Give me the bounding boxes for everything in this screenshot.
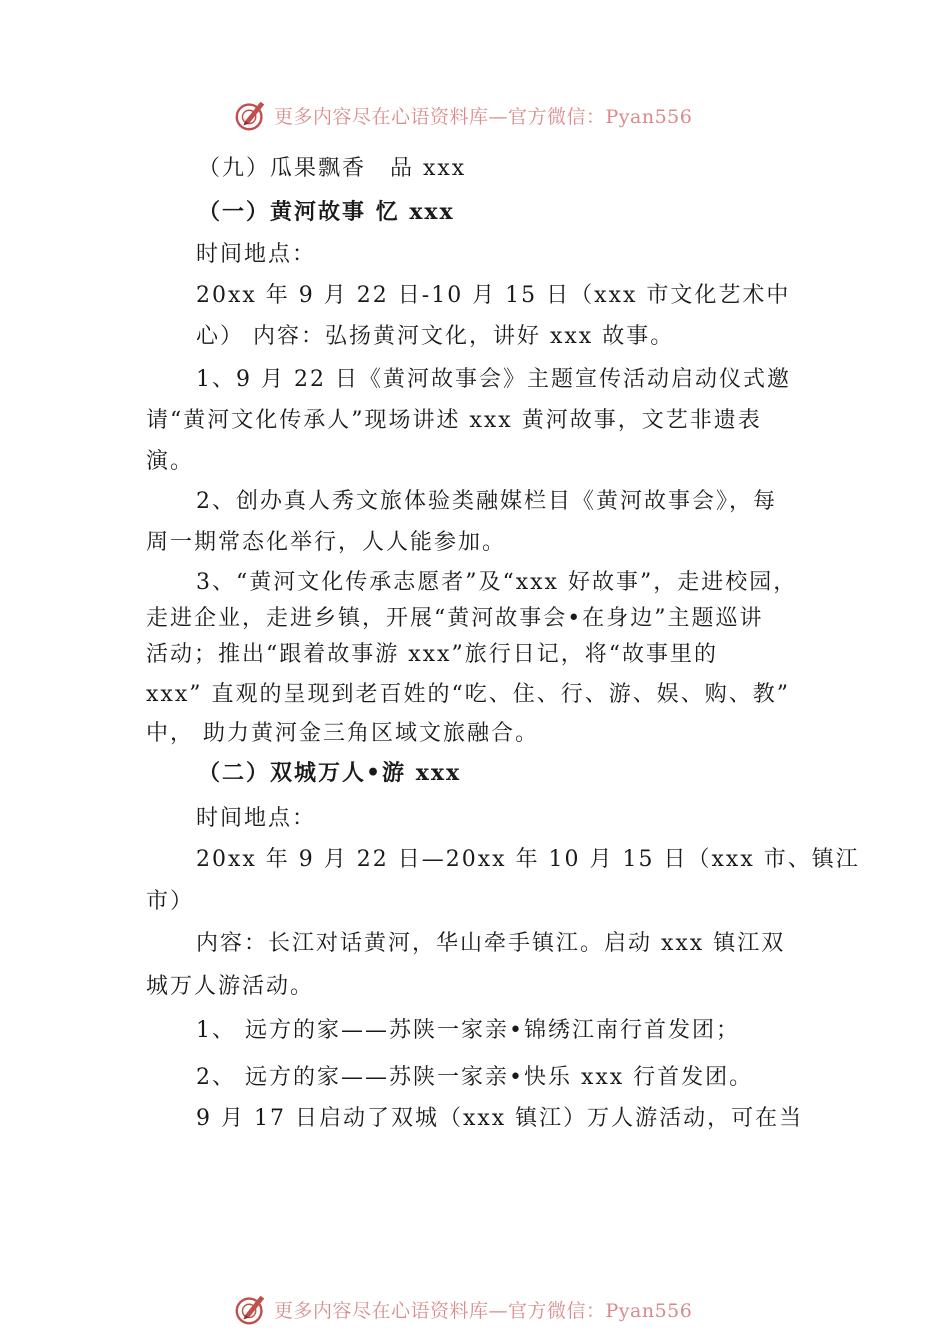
paragraph-line: 市） bbox=[146, 889, 195, 914]
paragraph-line: 活动；推出“跟着故事游 xxx”旅行日记，将“故事里的 bbox=[146, 642, 718, 667]
paragraph-line: 20xx 年 9 月 22 日-10 月 15 日（xxx 市文化艺术中 bbox=[196, 283, 791, 308]
banner-text: 更多内容尽在心语资料库—官方微信：Pyan556 bbox=[274, 1299, 693, 1322]
list-item: 2、 远方的家——苏陕一家亲•快乐 xxx 行首发团。 bbox=[196, 1065, 754, 1090]
paragraph-line: 心） 内容：弘扬黄河文化，讲好 xxx 故事。 bbox=[196, 324, 675, 349]
paragraph-line: xxx” 直观的呈现到老百姓的“吃、住、行、游、娱、购、教” bbox=[146, 682, 790, 707]
paragraph-line: 内容：长江对话黄河，华山牵手镇江。启动 xxx 镇江双 bbox=[196, 931, 786, 956]
paragraph-line: 中， 助力黄河金三角区域文旅融合。 bbox=[146, 721, 539, 746]
paragraph-line: 城万人游活动。 bbox=[146, 974, 315, 999]
paragraph-line: 9 月 17 日启动了双城（xxx 镇江）万人游活动，可在当 bbox=[196, 1106, 804, 1131]
paragraph-line: 20xx 年 9 月 22 日—20xx 年 10 月 15 日（xxx 市、镇江 bbox=[196, 847, 860, 872]
paragraph-line: 时间地点： bbox=[196, 242, 317, 267]
paragraph-line: 时间地点： bbox=[196, 806, 317, 831]
banner-text: 更多内容尽在心语资料库—官方微信：Pyan556 bbox=[274, 105, 693, 128]
paragraph-line: 请“黄河文化传承人”现场讲述 xxx 黄河故事，文艺非遗表 bbox=[146, 408, 762, 433]
paragraph-line: 周一期常态化举行，人人能参加。 bbox=[146, 530, 507, 555]
paragraph-line: 2、创办真人秀文旅体验类融媒栏目《黄河故事会》，每 bbox=[196, 489, 777, 514]
section-heading-nine: （九）瓜果飘香 品 xxx bbox=[198, 156, 467, 181]
paragraph-line: 3、“黄河文化传承志愿者”及“xxx 好故事”，走进校园， bbox=[196, 570, 798, 595]
section-heading-two: （二）双城万人•游 xxx bbox=[198, 760, 462, 786]
list-item: 1、 远方的家——苏陕一家亲•锦绣江南行首发团； bbox=[196, 1018, 740, 1043]
paragraph-line: 演。 bbox=[146, 449, 195, 474]
pen-logo-icon bbox=[232, 96, 270, 134]
section-heading-one: （一）黄河故事 忆 xxx bbox=[198, 199, 455, 225]
paragraph-line: 1、9 月 22 日《黄河故事会》主题宣传活动启动仪式邀 bbox=[196, 367, 791, 392]
paragraph-line: 走进企业，走进乡镇，开展“黄河故事会•在身边”主题巡讲 bbox=[146, 606, 764, 631]
pen-logo-icon bbox=[232, 1290, 270, 1328]
footer-banner bbox=[232, 1290, 692, 1328]
header-banner bbox=[232, 96, 692, 134]
